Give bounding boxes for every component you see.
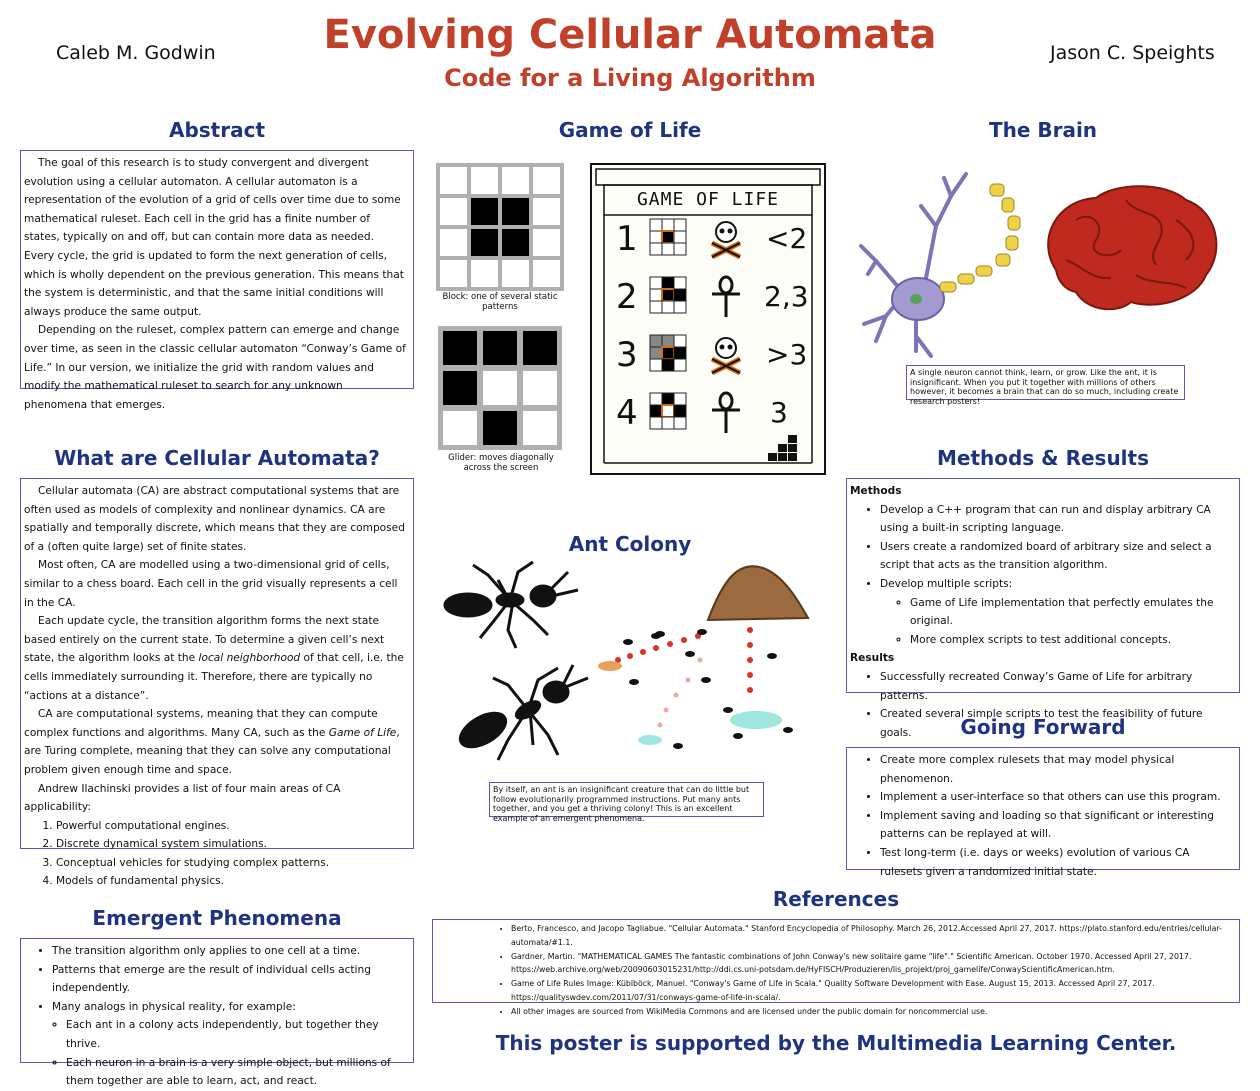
list-item [511, 1005, 1233, 1019]
skull-icon [706, 219, 746, 259]
ant-colony-caption: By itself, an ant is an insignificant creature that can do little but follow evolutionarily programmed instructions. Put many ants together, and you get a thriving colony! This is an excellent example of an emergent phenomena. [489, 782, 764, 817]
list-item: ◦ Game of Life implementation that perfectly emulates the original. [910, 594, 1233, 631]
results-label: Results [850, 652, 895, 665]
ca-p4-text-a: CA are computational systems, meaning that they can compute complex functions and algorithms. Many CA, such as the [24, 708, 378, 739]
author-right: Jason C. Speights [1050, 42, 1215, 64]
game-of-life-heading: Game of Life [558, 118, 702, 142]
methods-sublist [880, 594, 1233, 650]
brain-heading: The Brain [988, 118, 1098, 142]
references-list [437, 922, 1233, 1019]
reference-text: Berto, Francesco, and Jacopo Tagliabue. "Cellular Automata." Stanford Encyclopedia of Philosophy. March 26, 2012.Accessed April 27, 2017. https://plato.stanford.edu/entries/cellular-automata/#1.1. [511, 924, 1222, 947]
list-item: ◦ More complex scripts to test additional concepts. [910, 631, 1233, 650]
rule-2-condition: 2,3 [764, 280, 809, 313]
glider-pattern-image [438, 326, 562, 450]
ca-paragraph-1: Cellular automata (CA) are abstract computational systems that are often used as models of complexity and nonlinear dynamics. CA are spatially and temporally discrete, which means that they are composed of a (often quite large) set of finite states. [24, 485, 405, 553]
forward-heading: Going Forward [960, 715, 1126, 739]
forward-box [846, 747, 1240, 878]
ca-paragraph-4 [24, 705, 407, 779]
rule-4-condition: 3 [770, 396, 788, 429]
rule-3-number: 3 [616, 335, 638, 375]
list-item: • Users create a randomized board of arbitrary size and select a script that acts as the transition algorithm. [880, 538, 1233, 575]
footer-acknowledgement: This poster is supported by the Multimedia Learning Center. [495, 1031, 1177, 1055]
abstract-heading: Abstract [168, 118, 266, 142]
rule-1-condition: <2 [766, 222, 808, 255]
ca-p4-emphasis: Game of Life [328, 726, 397, 739]
list-item: • Patterns that emerge are the result of individual cells acting independently. [52, 961, 407, 998]
poster-subtitle: Code for a Living Algorithm [444, 64, 816, 92]
poster-title: Evolving Cellular Automata [323, 12, 937, 58]
reference-text: All other images are sourced from WikiMedia Commons and are licensed under the public domain for noncommercial use. [511, 1006, 988, 1016]
forward-list [850, 751, 1233, 881]
brain-caption: A single neuron cannot think, learn, or grow. Like the ant, it is insignificant. When you put it together with millions of others however, it becomes a brain that can do so much, including create research posters! [906, 365, 1185, 400]
list-item: • Create more complex rulesets that may model physical phenomenon. [880, 751, 1233, 788]
abstract-box [20, 150, 414, 411]
list-item: • The transition algorithm only applies to one cell at a time. [52, 942, 407, 961]
list-item [880, 575, 1233, 649]
list-item: 3. Conceptual vehicles for studying complex patterns. [56, 854, 407, 873]
list-item [511, 922, 1233, 950]
ankh-icon [708, 391, 744, 435]
list-item: • Implement saving and loading so that significant or interesting patterns can be replayed at will. [880, 807, 1233, 844]
author-left: Caleb M. Godwin [56, 42, 216, 64]
list-item: • Implement a user-interface so that others can use this program. [880, 788, 1233, 807]
list-item [511, 950, 1233, 978]
ca-applicability-list [24, 817, 407, 891]
block-pattern-image [436, 163, 564, 291]
emergent-box [20, 938, 414, 1088]
abstract-paragraph-1: The goal of this research is to study convergent and divergent evolution using a cellular automaton. A cellular automaton is a representation of the evolution of a grid of cells over time due to some mathematical ruleset. Each cell in the grid has a finite number of states, typically on and off, but can contain more data as needed. Every cycle, the grid is updated to form the next generation of cells, which is wholly dependent on the previous generation. This means that the system is deterministic, and that the same initial conditions will always produce the same output. [24, 157, 404, 318]
list-item: ◦ Each ant in a colony acts independently, but together they thrive. [66, 1016, 407, 1053]
neuron-image [856, 166, 1036, 361]
list-item: • Created several simple scripts to test the feasibility of future goals. [880, 705, 1233, 742]
references-heading: References [772, 887, 900, 911]
ca-paragraph-3 [24, 612, 407, 705]
list-item: 1. Powerful computational engines. [56, 817, 407, 836]
reference-url: https://web.archive.org/web/20090603015231/http://ddi.cs.uni-potsdam.de/HyFISCH/Produzieren/lis_projekt/proj_gamelife/ConwayScientificAmerican.htm. [511, 965, 1115, 975]
references-box [432, 919, 1240, 1016]
rule-3-condition: >3 [766, 338, 808, 371]
list-item [511, 977, 1233, 1005]
methods-label: Methods [850, 485, 902, 497]
list-item: • Test long-term (i.e. days or weeks) evolution of various CA rulesets given a randomized initial state. [880, 844, 1233, 881]
ant-colony-image [438, 560, 812, 772]
rule-1-number: 1 [616, 219, 638, 259]
list-item: ◦ Each neuron in a brain is a very simple object, but millions of them together are able to learn, act, and react. [66, 1054, 407, 1091]
list-item [52, 998, 407, 1091]
rule-2-number: 2 [616, 277, 638, 317]
glider-caption: Glider: moves diagonally across the screen [448, 453, 554, 473]
rules-card-title: GAME OF LIFE [636, 189, 780, 210]
game-of-life-rules-card [590, 163, 826, 475]
reference-url: https://qualityswdev.com/2011/07/31/conways-game-of-life-in-scala/. [511, 992, 781, 1002]
list-item-text: Develop multiple scripts: [880, 577, 1013, 590]
list-item: • Develop a C++ program that can run and display arbitrary CA using a built-in scripting language. [880, 501, 1233, 538]
emergent-list [24, 942, 407, 1091]
list-item: 4. Models of fundamental physics. [56, 872, 407, 891]
methods-list [850, 501, 1233, 650]
list-item: • Successfully recreated Conway’s Game of Life for arbitrary patterns. [880, 668, 1233, 705]
ca-paragraph-2: Most often, CA are modelled using a two-dimensional grid of cells, similar to a chess board. Each cell in the grid visually represents a cell in the CA. [24, 559, 398, 609]
ca-box [20, 478, 414, 888]
skull-icon [706, 335, 746, 375]
ca-p3-text-a: Each update cycle, the transition algorithm forms the next state based entirely on the current state. To determine a given cell’s next state, the algorithm looks at the [24, 615, 385, 665]
ankh-icon [708, 275, 744, 319]
rule-4-number: 4 [616, 393, 638, 433]
ca-paragraph-5: Andrew Ilachinski provides a list of four main areas of CA applicability: [24, 782, 341, 814]
emergent-heading: Emergent Phenomena [92, 906, 342, 930]
ant-colony-heading: Ant Colony [568, 532, 692, 556]
reference-text: Gardner, Martin. "MATHEMATICAL GAMES The fantastic combinations of John Conway's new solitaire game "life"." Scientific American. October 1970. Accessed April 27, 2017. [511, 951, 1192, 961]
list-item-text: Many analogs in physical reality, for example: [52, 1000, 296, 1013]
ca-p4-text-b: , are Turing complete, meaning that they can solve any computational problem given enough time and space. [24, 726, 400, 776]
ca-p3-emphasis: local neighborhood [198, 652, 301, 665]
abstract-paragraph-2: Depending on the ruleset, complex pattern can emerge and change over time, as seen in the classic cellular automaton “Conway’s Game of Life.” In our version, we initialize the grid with random values and modify the mathematical ruleset to search for any unknown phenomena that emerges. [24, 324, 406, 411]
block-caption: Block: one of several static patterns [442, 292, 558, 312]
ca-heading: What are Cellular Automata? [54, 446, 380, 470]
ca-p3-text-b: of that cell, i.e. the cells immediately surrounding it. Therefore, there are typically no “actions at a distance”. [24, 652, 404, 702]
reference-text: Game of Life Rules Image: Küblböck, Manuel. "Conway's Game of Life in Scala." Quality Software Development with Ease. August 15, 2013. Accessed April 27, 2017. [511, 979, 1155, 989]
brain-image [1036, 180, 1222, 320]
list-item: 2. Discrete dynamical system simulations. [56, 835, 407, 854]
methods-heading: Methods & Results [936, 446, 1150, 470]
